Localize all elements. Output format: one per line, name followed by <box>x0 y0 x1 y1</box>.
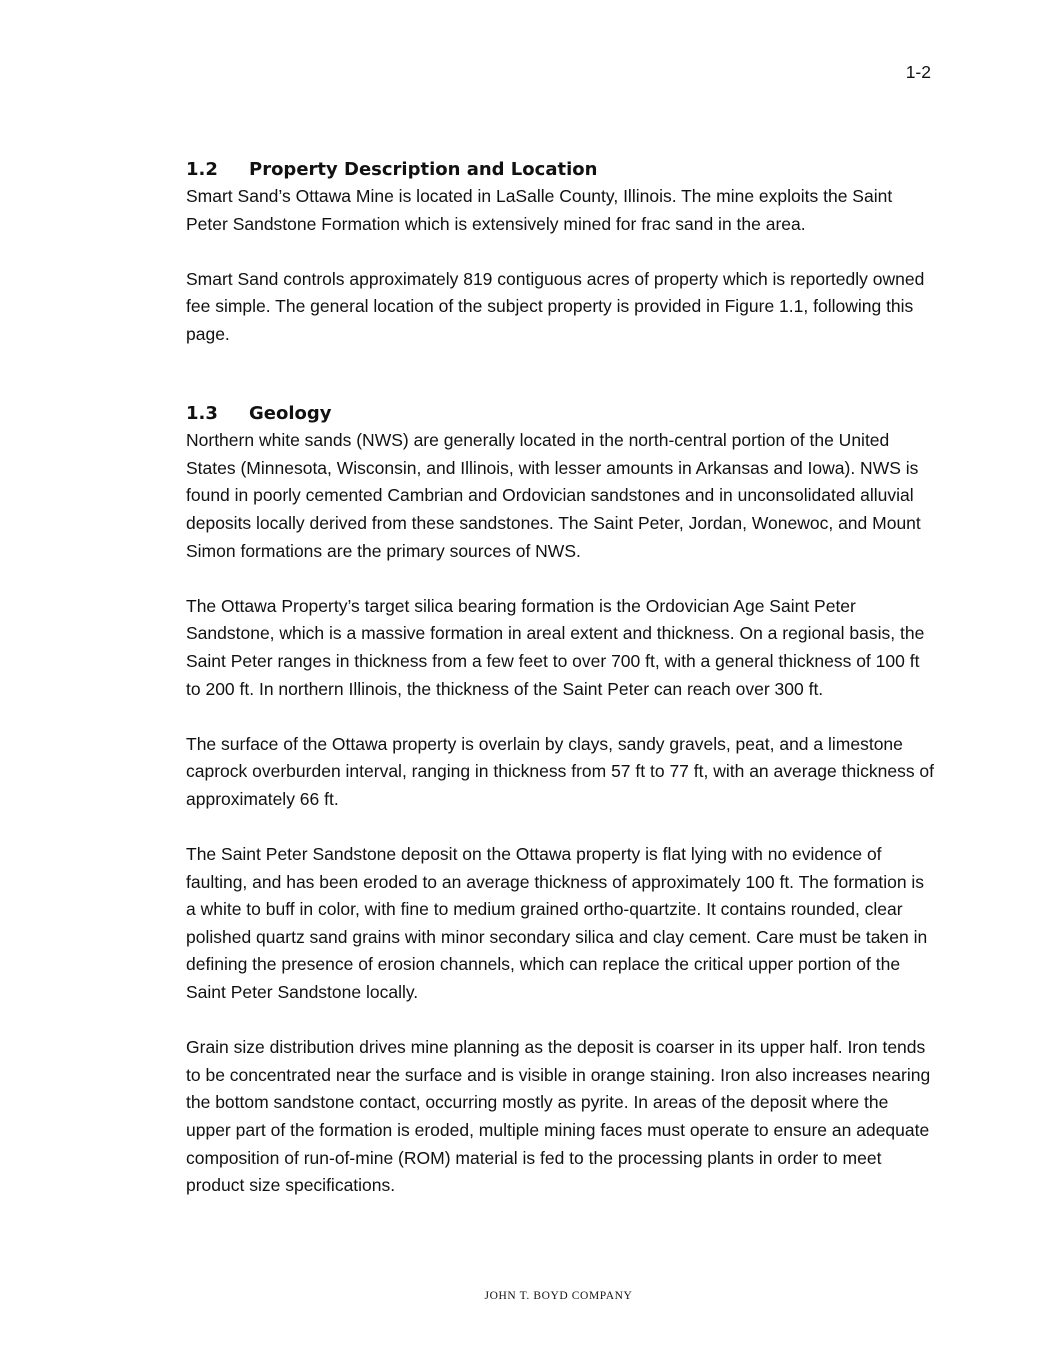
section-number: 1.3 <box>186 403 218 425</box>
page-number: 1-2 <box>905 62 931 82</box>
paragraph-geology-target-formation: The Ottawa Property’s target silica bearing formation is the Ordovician Age Saint Peter Sandstone, which is a massive formation in areal extent and thickness. On a regional basis, the Saint Peter ranges in thickness from a few feet to over 700 ft, with a general thickness of 100 ft to 200 ft. In northern Illinois, the thickness of the Saint Peter can reach over 300 ft. <box>186 595 925 699</box>
document-body <box>186 157 936 1200</box>
paragraph-geology-grain-size: Grain size distribution drives mine planning as the deposit is coarser in its upper half. Iron tends to be concentrated near the surface and is visible in orange staining. Iron also increases nearing the bottom sandstone contact, occurring mostly as pyrite. In areas of the deposit where the upper part of the formation is eroded, multiple mining faces must operate to ensure an adequate composition of run-of-mine (ROM) material is fed to the processing plants in order to meet product size specifications. <box>186 1037 931 1196</box>
paragraph-property-location: Smart Sand’s Ottawa Mine is located in LaSalle County, Illinois. The mine exploits the Saint Peter Sandstone Formation which is extensively mined for frac sand in the area. <box>186 186 893 234</box>
section-number: 1.2 <box>186 159 218 180</box>
section-heading-geology <box>186 401 936 427</box>
section-heading-property <box>186 157 936 183</box>
section-title: Geology <box>249 403 332 425</box>
section-spacer <box>186 376 936 401</box>
section-title: Property Description and Location <box>249 159 598 180</box>
paragraph-property-acreage: Smart Sand controls approximately 819 contiguous acres of property which is reportedly owned fee simple. The general location of the subject property is provided in Figure 1.1, following this page. <box>186 268 925 344</box>
paragraph-geology-nws: Northern white sands (NWS) are generally located in the north-central portion of the United States (Minnesota, Wisconsin, and Illinois, with lesser amounts in Arkansas and Iowa). NWS is found in poorly cemented Cambrian and Ordovician sandstones and in unconsolidated alluvial deposits locally derived from these sandstones. The Saint Peter, Jordan, Wonewoc, and Mount Simon formations are the primary sources of NWS. <box>186 430 921 561</box>
paragraph-geology-overburden: The surface of the Ottawa property is overlain by clays, sandy gravels, peat, and a limestone caprock overburden interval, ranging in thickness from 57 ft to 77 ft, with an average thickness of approximately 66 ft. <box>186 733 935 809</box>
footer-company-name: JOHN T. BOYD COMPANY <box>484 1290 633 1302</box>
paragraph-geology-deposit: The Saint Peter Sandstone deposit on the Ottawa property is flat lying with no evidence of faulting, and has been eroded to an average thickness of approximately 100 ft. The formation is a white to buff in color, with fine to medium grained ortho-quartzite. It contains rounded, clear polished quartz sand grains with minor secondary silica and clay cement. Care must be taken in defining the presence of erosion channels, which can replace the critical upper portion of the Saint Peter Sandstone locally. <box>186 844 928 1003</box>
